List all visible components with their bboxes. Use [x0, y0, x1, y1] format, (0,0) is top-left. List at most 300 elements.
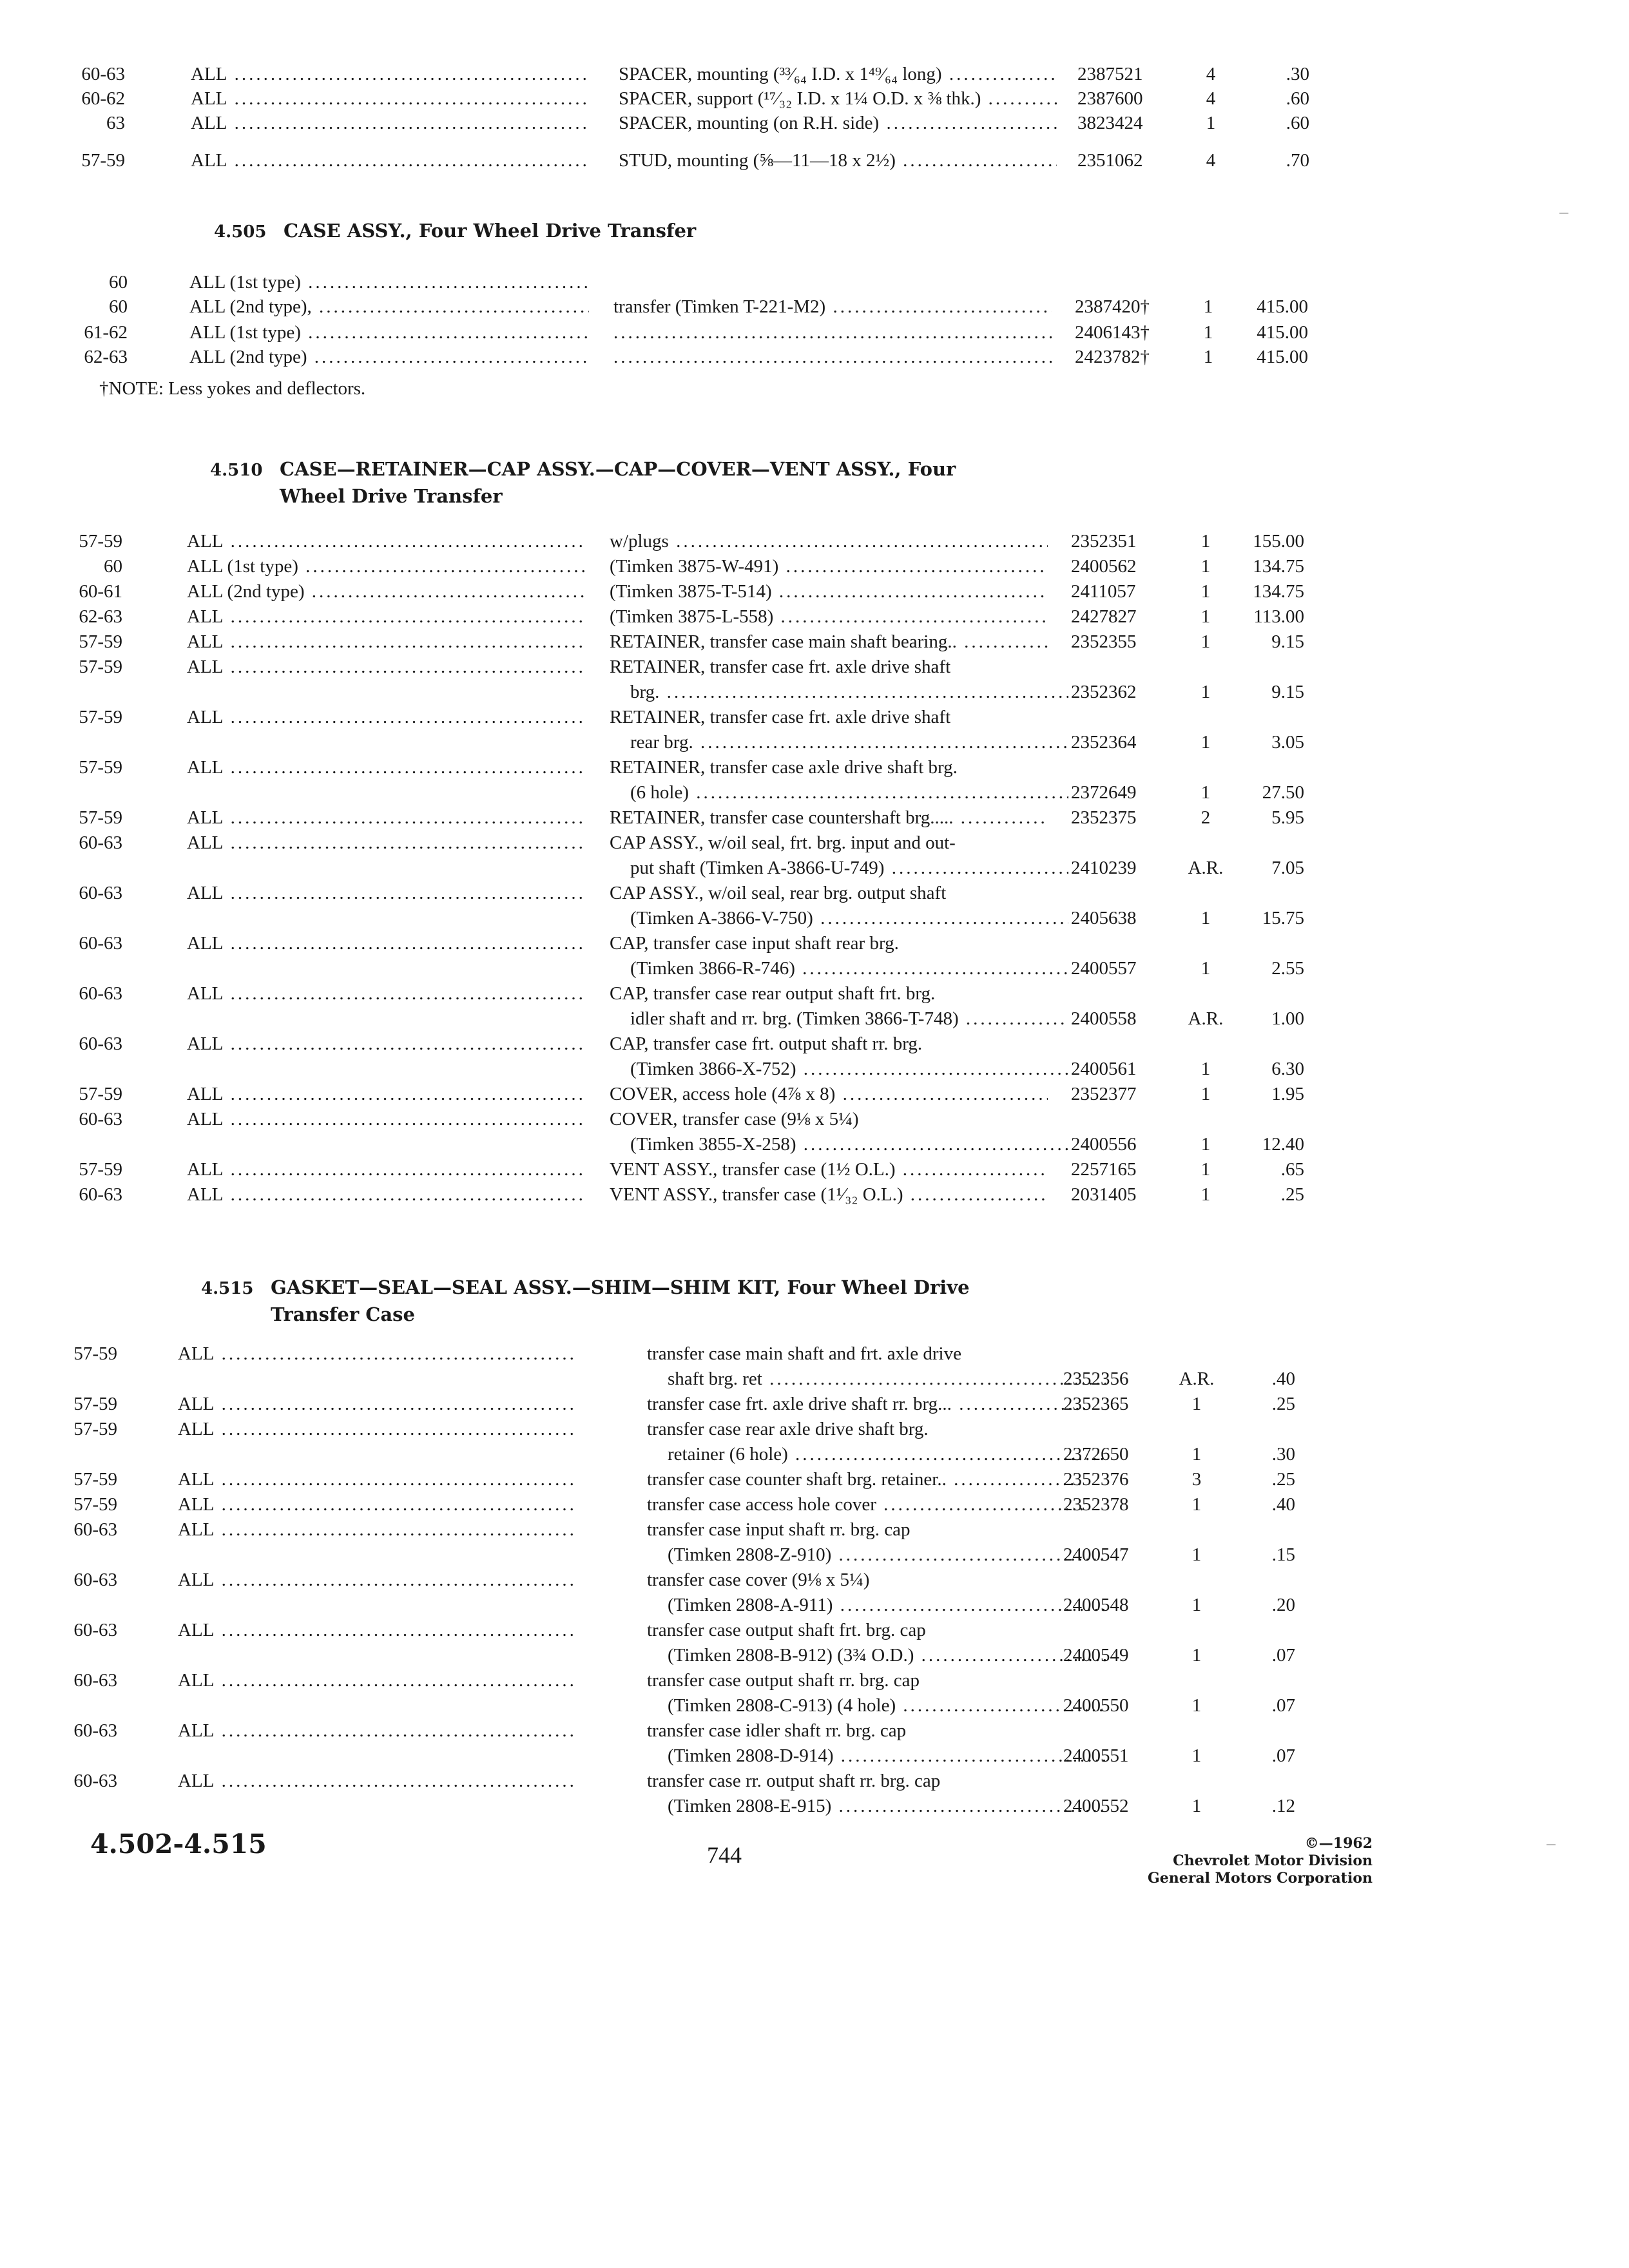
list-price: .12: [1271, 1796, 1295, 1816]
model-year: 57-59: [81, 150, 125, 171]
part-description: SPACER, mounting (on R.H. side) .....: [619, 110, 1057, 136]
parts-row: [0, 294, 1629, 320]
parts-row: [0, 729, 1629, 755]
quantity: A.R.: [1188, 858, 1224, 878]
list-price: .60: [1286, 113, 1309, 133]
quantity: 1: [1203, 347, 1213, 367]
parts-row: [0, 654, 1629, 680]
part-number: 3823424: [1077, 113, 1143, 133]
part-description: VENT ASSY., transfer case (1¹⁄₃₂ O.L.) .....: [610, 1182, 1048, 1207]
section-title-continued: Transfer Case: [271, 1303, 415, 1325]
list-price: 9.15: [1271, 682, 1304, 702]
section-header-4-510: [210, 456, 956, 509]
model-year: 57-59: [73, 1343, 117, 1364]
list-price: .07: [1271, 1745, 1295, 1766]
model-year: 60-63: [73, 1771, 117, 1791]
application: ALL (2nd type) .....: [189, 344, 589, 370]
part-number: 2352351: [1071, 531, 1137, 552]
quantity: 4: [1206, 150, 1216, 171]
application: ALL .....: [187, 1106, 586, 1132]
model-year: 57-59: [79, 631, 122, 652]
parts-row: [0, 1542, 1629, 1568]
part-number: 2352355: [1071, 631, 1137, 652]
part-description: transfer case main shaft and frt. axle drive: [647, 1343, 961, 1364]
model-year: 60-63: [79, 1109, 122, 1129]
model-year: 60-63: [79, 983, 122, 1004]
quantity: 2: [1200, 807, 1211, 828]
model-year: 60-63: [79, 883, 122, 903]
part-description: CAP, transfer case frt. output shaft rr. brg.: [610, 1033, 923, 1054]
list-price: 6.30: [1271, 1059, 1304, 1079]
list-price: 12.40: [1262, 1134, 1304, 1155]
quantity: A.R.: [1188, 1008, 1224, 1029]
part-description: transfer case rr. output shaft rr. brg. cap: [647, 1771, 941, 1791]
part-description: transfer case output shaft frt. brg. cap: [647, 1620, 926, 1640]
application: ALL .....: [187, 1182, 586, 1207]
application: ALL .....: [178, 1466, 577, 1492]
parts-row: [0, 1416, 1629, 1442]
quantity: 1: [1200, 908, 1211, 928]
part-description: w/plugs .....: [610, 528, 1048, 554]
part-description: (Timken 2808-A-911) .....: [668, 1592, 1106, 1618]
list-price: 3.05: [1271, 732, 1304, 753]
quantity: 1: [1191, 1796, 1202, 1816]
quantity: 1: [1191, 1444, 1202, 1465]
list-price: 415.00: [1257, 296, 1308, 317]
quantity: 1: [1191, 1394, 1202, 1414]
corporation-name: General Motors Corporation: [1147, 1870, 1373, 1887]
application: ALL .....: [187, 880, 586, 906]
application: ALL .....: [178, 1768, 577, 1794]
part-number: 2387600: [1077, 88, 1143, 109]
part-description: [613, 344, 1052, 370]
parts-row: [0, 880, 1629, 906]
quantity: 4: [1206, 88, 1216, 109]
model-year: 60-63: [79, 1184, 122, 1205]
list-price: .25: [1271, 1394, 1295, 1414]
model-year: 63: [106, 113, 125, 133]
page-reference: 4.502-4.515: [90, 1829, 267, 1860]
list-price: 1.95: [1271, 1084, 1304, 1104]
part-description: RETAINER, transfer case countershaft brg..... .....: [610, 805, 1048, 831]
quantity: 1: [1200, 606, 1211, 627]
parts-row: [0, 1743, 1629, 1769]
part-number: 2406143†: [1075, 322, 1150, 343]
parts-row: [0, 148, 1629, 173]
part-number: 2372650: [1063, 1444, 1129, 1465]
parts-row: [0, 704, 1629, 730]
model-year: 60: [109, 296, 128, 317]
part-number: 2411057: [1071, 581, 1136, 602]
page-number: 744: [707, 1842, 742, 1868]
part-number: 2400547: [1063, 1544, 1129, 1565]
part-description: RETAINER, transfer case frt. axle drive shaft: [610, 707, 951, 727]
parts-row: [0, 855, 1629, 881]
parts-row: [0, 1693, 1629, 1718]
part-description: RETAINER, transfer case main shaft bearing.. .....: [610, 629, 1048, 655]
quantity: 1: [1191, 1745, 1202, 1766]
parts-row: [0, 1466, 1629, 1492]
part-description: put shaft (Timken A-3866-U-749) .....: [630, 855, 1068, 881]
parts-row: [0, 679, 1629, 705]
application: ALL .....: [178, 1492, 577, 1517]
list-price: 415.00: [1257, 347, 1308, 367]
parts-row: [0, 1617, 1629, 1643]
application: ALL .....: [187, 1081, 586, 1107]
application: ALL .....: [191, 148, 590, 173]
model-year: 60-62: [81, 88, 125, 109]
division-name: Chevrolet Motor Division: [1173, 1852, 1373, 1869]
model-year: 60-63: [73, 1570, 117, 1590]
quantity: 1: [1200, 732, 1211, 753]
list-price: 15.75: [1262, 908, 1304, 928]
part-description: (Timken 3866-R-746) .....: [630, 956, 1068, 981]
section-title-continued: Wheel Drive Transfer: [280, 485, 503, 507]
model-year: 60-63: [73, 1519, 117, 1540]
parts-row: [0, 1006, 1629, 1032]
parts-row: [0, 830, 1629, 856]
part-description: SPACER, mounting (³³⁄₆₄ I.D. x 1⁴⁹⁄₆₄ long) .....: [619, 61, 1057, 87]
list-price: .30: [1286, 64, 1309, 84]
quantity: 1: [1200, 581, 1211, 602]
part-description: (Timken A-3866-V-750) .....: [630, 905, 1068, 931]
model-year: 57-59: [79, 757, 122, 778]
part-number: 2257165: [1071, 1159, 1137, 1180]
part-number: 2352377: [1071, 1084, 1137, 1104]
part-number: 2410239: [1071, 858, 1137, 878]
part-number: 2400557: [1071, 958, 1137, 979]
quantity: 1: [1200, 682, 1211, 702]
application: ALL .....: [191, 110, 590, 136]
section-number: 4.505: [214, 222, 267, 242]
part-description: CAP ASSY., w/oil seal, rear brg. output shaft: [610, 883, 947, 903]
list-price: 155.00: [1253, 531, 1304, 552]
quantity: 4: [1206, 64, 1216, 84]
parts-row: [0, 579, 1629, 604]
part-description: (Timken 3875-W-491) .....: [610, 553, 1048, 579]
part-number: 2031405: [1071, 1184, 1137, 1205]
part-number: 2352364: [1071, 732, 1137, 753]
application: ALL .....: [187, 1031, 586, 1057]
part-number: 2400561: [1071, 1059, 1137, 1079]
part-number: 2423782†: [1075, 347, 1150, 367]
parts-row: [0, 905, 1629, 931]
part-description: [613, 320, 1052, 345]
model-year: 57-59: [73, 1469, 117, 1490]
part-description: shaft brg. ret .....: [668, 1366, 1106, 1392]
part-number: 2352378: [1063, 1494, 1129, 1515]
part-number: 2400550: [1063, 1695, 1129, 1716]
parts-row: [0, 1492, 1629, 1517]
quantity: 1: [1191, 1595, 1202, 1615]
application: ALL .....: [187, 704, 586, 730]
application: ALL .....: [178, 1391, 577, 1417]
model-year: 62-63: [79, 606, 122, 627]
list-price: .30: [1271, 1444, 1295, 1465]
model-year: 60-63: [81, 64, 125, 84]
application: ALL .....: [187, 528, 586, 554]
parts-row: [0, 1031, 1629, 1057]
model-year: 60-63: [79, 1033, 122, 1054]
part-number: 2400552: [1063, 1796, 1129, 1816]
model-year: 57-59: [79, 1159, 122, 1180]
part-description: (Timken 2808-E-915) .....: [668, 1793, 1106, 1819]
parts-row: [0, 805, 1629, 831]
quantity: 1: [1200, 782, 1211, 803]
part-description: (Timken 3855-X-258) .....: [630, 1131, 1068, 1157]
section-header-4-515: [201, 1274, 970, 1327]
parts-row: [0, 1056, 1629, 1082]
list-price: 134.75: [1253, 581, 1304, 602]
parts-row: [0, 110, 1629, 136]
parts-row: [0, 553, 1629, 579]
part-description: transfer case output shaft rr. brg. cap: [647, 1670, 920, 1691]
parts-row: [0, 1567, 1629, 1593]
part-number: 2405638: [1071, 908, 1137, 928]
part-description: (6 hole) .....: [630, 780, 1068, 805]
quantity: 1: [1191, 1544, 1202, 1565]
part-description: VENT ASSY., transfer case (1½ O.L.) .....: [610, 1157, 1048, 1182]
list-price: .25: [1280, 1184, 1304, 1205]
quantity: A.R.: [1179, 1369, 1215, 1389]
part-number: 2372649: [1071, 782, 1137, 803]
application: ALL .....: [178, 1341, 577, 1367]
part-number: 2387521: [1077, 64, 1143, 84]
part-description: transfer (Timken T-221-M2) .....: [613, 294, 1052, 320]
copyright-block: [1089, 1835, 1373, 1887]
model-year: 57-59: [79, 657, 122, 677]
scan-speck: [1547, 1844, 1556, 1845]
part-description: retainer (6 hole) .....: [668, 1441, 1106, 1467]
model-year: 61-62: [84, 322, 128, 343]
footnote: †NOTE: Less yokes and deflectors.: [99, 378, 366, 399]
quantity: 1: [1200, 1159, 1211, 1180]
parts-row: [0, 930, 1629, 956]
application: ALL (1st type) .....: [189, 320, 589, 345]
quantity: 1: [1200, 1059, 1211, 1079]
application: ALL .....: [187, 930, 586, 956]
list-price: .65: [1280, 1159, 1304, 1180]
model-year: 57-59: [79, 1084, 122, 1104]
model-year: 60-63: [79, 933, 122, 954]
copyright-year: ©—1962: [1304, 1835, 1373, 1852]
parts-row: [0, 528, 1629, 554]
part-description: CAP ASSY., w/oil seal, frt. brg. input and out-: [610, 832, 956, 853]
list-price: .70: [1286, 150, 1309, 171]
scan-speck: [1559, 213, 1568, 214]
model-year: 57-59: [73, 1419, 117, 1439]
application: ALL (2nd type) .....: [187, 579, 586, 604]
part-number: 2352375: [1071, 807, 1137, 828]
list-price: .25: [1271, 1469, 1295, 1490]
parts-row: [0, 981, 1629, 1006]
quantity: 1: [1200, 1084, 1211, 1104]
parts-row: [0, 1081, 1629, 1107]
model-year: 60-63: [73, 1670, 117, 1691]
parts-row: [0, 780, 1629, 805]
parts-row: [0, 1131, 1629, 1157]
parts-row: [0, 1592, 1629, 1618]
part-description: (Timken 2808-C-913) (4 hole) .....: [668, 1693, 1106, 1718]
parts-row: [0, 1517, 1629, 1542]
list-price: .07: [1271, 1645, 1295, 1666]
part-description: COVER, access hole (4⅞ x 8) .....: [610, 1081, 1048, 1107]
parts-row: [0, 1441, 1629, 1467]
parts-row: [0, 1667, 1629, 1693]
application: ALL (2nd type), .....: [189, 294, 589, 320]
model-year: 57-59: [73, 1494, 117, 1515]
part-number: 2400562: [1071, 556, 1137, 577]
part-number: 2352365: [1063, 1394, 1129, 1414]
application: ALL (1st type) .....: [189, 269, 589, 295]
application: ALL .....: [178, 1567, 577, 1593]
application: ALL .....: [187, 604, 586, 629]
part-description: (Timken 3875-T-514) .....: [610, 579, 1048, 604]
part-description: transfer case idler shaft rr. brg. cap: [647, 1720, 907, 1741]
part-description: SPACER, support (¹⁷⁄₃₂ I.D. x 1¼ O.D. x ⅜ thk.) .....: [619, 86, 1057, 111]
application: ALL .....: [187, 654, 586, 680]
part-description: (Timken 3875-L-558) .....: [610, 604, 1048, 629]
part-description: STUD, mounting (⅝—11—18 x 2½) .....: [619, 148, 1057, 173]
parts-row: [0, 1157, 1629, 1182]
parts-row: [0, 1341, 1629, 1367]
section-number: 4.510: [210, 461, 263, 480]
list-price: .60: [1286, 88, 1309, 109]
parts-row: [0, 629, 1629, 655]
quantity: 1: [1200, 556, 1211, 577]
part-description: idler shaft and rr. brg. (Timken 3866-T-748) .....: [630, 1006, 1068, 1032]
application: ALL .....: [187, 805, 586, 831]
parts-row: [0, 1182, 1629, 1207]
section-title: CASE ASSY., Four Wheel Drive Transfer: [284, 220, 697, 242]
application: ALL .....: [191, 86, 590, 111]
part-number: 2400549: [1063, 1645, 1129, 1666]
part-number: 2352362: [1071, 682, 1137, 702]
list-price: 415.00: [1257, 322, 1308, 343]
parts-row: [0, 604, 1629, 629]
part-description: COVER, transfer case (9⅛ x 5¼): [610, 1109, 859, 1129]
application: ALL .....: [191, 61, 590, 87]
part-number: 2427827: [1071, 606, 1137, 627]
parts-row: [0, 754, 1629, 780]
part-description: (Timken 2808-D-914) .....: [668, 1743, 1106, 1769]
model-year: 60-61: [79, 581, 122, 602]
application: ALL .....: [187, 629, 586, 655]
list-price: .07: [1271, 1695, 1295, 1716]
part-description: (Timken 2808-B-912) (3¾ O.D.) .....: [668, 1642, 1106, 1668]
application: ALL (1st type) .....: [187, 553, 586, 579]
model-year: 62-63: [84, 347, 128, 367]
part-description: transfer case frt. axle drive shaft rr. brg... .....: [647, 1391, 1085, 1417]
quantity: 1: [1191, 1695, 1202, 1716]
list-price: 9.15: [1271, 631, 1304, 652]
quantity: 1: [1200, 531, 1211, 552]
quantity: 1: [1200, 1184, 1211, 1205]
parts-row: [0, 344, 1629, 370]
parts-row: [0, 956, 1629, 981]
part-number: 2351062: [1077, 150, 1143, 171]
part-number: 2352356: [1063, 1369, 1129, 1389]
part-description: (Timken 3866-X-752) .....: [630, 1056, 1068, 1082]
part-description: transfer case access hole cover .....: [647, 1492, 1085, 1517]
application: ALL .....: [178, 1416, 577, 1442]
quantity: 3: [1191, 1469, 1202, 1490]
application: ALL .....: [187, 1157, 586, 1182]
quantity: 1: [1200, 958, 1211, 979]
list-price: 1.00: [1271, 1008, 1304, 1029]
parts-row: [0, 1718, 1629, 1744]
quantity: 1: [1191, 1494, 1202, 1515]
parts-row: [0, 269, 1629, 295]
application: ALL .....: [187, 754, 586, 780]
quantity: 1: [1203, 296, 1213, 317]
model-year: 57-59: [79, 807, 122, 828]
quantity: 1: [1203, 322, 1213, 343]
parts-row: [0, 320, 1629, 345]
model-year: 60: [109, 272, 128, 293]
list-price: 7.05: [1271, 858, 1304, 878]
list-price: .40: [1271, 1369, 1295, 1389]
application: ALL .....: [178, 1617, 577, 1643]
part-description: RETAINER, transfer case axle drive shaft brg.: [610, 757, 958, 778]
list-price: 5.95: [1271, 807, 1304, 828]
part-description: brg. .....: [630, 679, 1068, 705]
list-price: .20: [1271, 1595, 1295, 1615]
part-description: transfer case rear axle drive shaft brg.: [647, 1419, 929, 1439]
application: ALL .....: [178, 1718, 577, 1744]
section-title: GASKET—SEAL—SEAL ASSY.—SHIM—SHIM KIT, Four Wheel Drive: [271, 1276, 970, 1298]
part-number: 2400551: [1063, 1745, 1129, 1766]
parts-row: [0, 1391, 1629, 1417]
quantity: 1: [1191, 1645, 1202, 1666]
quantity: 1: [1200, 631, 1211, 652]
list-price: 134.75: [1253, 556, 1304, 577]
part-description: transfer case input shaft rr. brg. cap: [647, 1519, 911, 1540]
quantity: 1: [1206, 113, 1216, 133]
section-title: CASE—RETAINER—CAP ASSY.—CAP—COVER—VENT ASSY., Four: [280, 458, 956, 480]
part-number: 2400556: [1071, 1134, 1137, 1155]
part-description: CAP, transfer case input shaft rear brg.: [610, 933, 899, 954]
part-number: 2400548: [1063, 1595, 1129, 1615]
section-header-4-505: [214, 218, 696, 245]
application: ALL .....: [178, 1667, 577, 1693]
model-year: 60: [104, 556, 122, 577]
model-year: 60-63: [73, 1620, 117, 1640]
part-description: CAP, transfer case rear output shaft frt. brg.: [610, 983, 936, 1004]
part-description: rear brg. .....: [630, 729, 1068, 755]
model-year: 57-59: [73, 1394, 117, 1414]
list-price: 27.50: [1262, 782, 1304, 803]
part-description: transfer case cover (9⅛ x 5¼): [647, 1570, 870, 1590]
application: ALL .....: [187, 981, 586, 1006]
part-number: 2352376: [1063, 1469, 1129, 1490]
list-price: 2.55: [1271, 958, 1304, 979]
application: ALL .....: [178, 1517, 577, 1542]
model-year: 60-63: [73, 1720, 117, 1741]
model-year: 60-63: [79, 832, 122, 853]
parts-row: [0, 86, 1629, 111]
model-year: 57-59: [79, 531, 122, 552]
parts-row: [0, 1793, 1629, 1819]
list-price: 113.00: [1253, 606, 1304, 627]
part-description: RETAINER, transfer case frt. axle drive shaft: [610, 657, 951, 677]
parts-row: [0, 1106, 1629, 1132]
parts-row: [0, 61, 1629, 87]
parts-row: [0, 1366, 1629, 1392]
list-price: .40: [1271, 1494, 1295, 1515]
part-description: (Timken 2808-Z-910) .....: [668, 1542, 1106, 1568]
part-description: transfer case counter shaft brg. retainer.. .....: [647, 1466, 1085, 1492]
